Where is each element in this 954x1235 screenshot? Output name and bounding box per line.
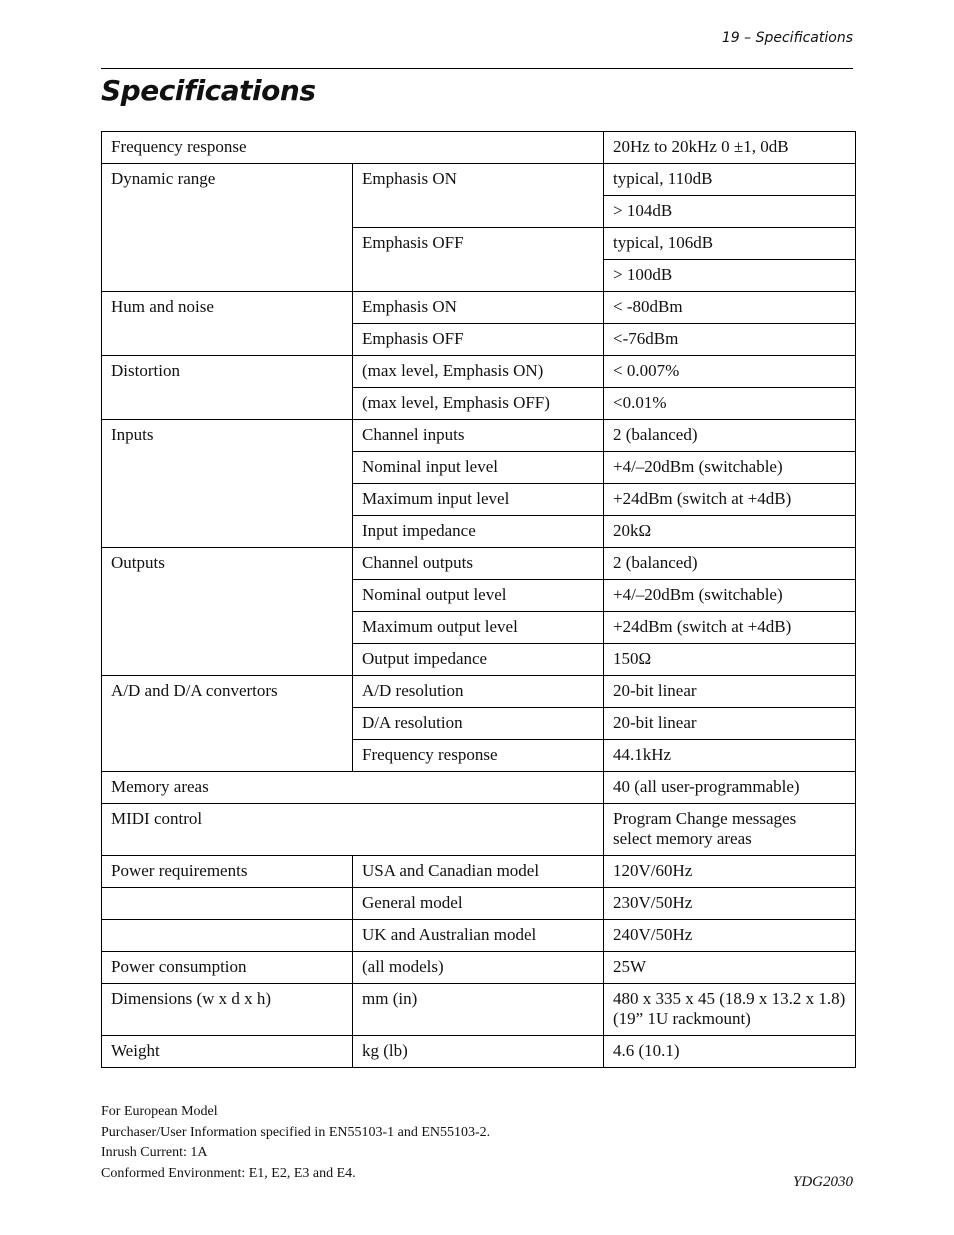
spec-sublabel: (max level, Emphasis OFF) xyxy=(353,388,604,420)
header-rule xyxy=(101,68,853,69)
running-head: 19 – Specifications xyxy=(721,30,853,46)
spec-sublabel: USA and Canadian model xyxy=(353,856,604,888)
spec-label-empty xyxy=(102,920,353,952)
spec-label: MIDI control xyxy=(102,804,604,856)
spec-value: > 104dB xyxy=(604,196,856,228)
spec-value: < 0.007% xyxy=(604,356,856,388)
footer-model: YDG2030 xyxy=(792,1174,853,1190)
spec-label: Power consumption xyxy=(102,952,353,984)
note-line: Inrush Current: 1A xyxy=(101,1145,208,1160)
spec-value: 20Hz to 20kHz 0 ±1, 0dB xyxy=(604,132,856,164)
spec-sublabel: Input impedance xyxy=(353,516,604,548)
spec-sublabel: kg (lb) xyxy=(353,1036,604,1068)
note-line: For European Model xyxy=(101,1104,218,1119)
note-line: Purchaser/User Information specified in EN55103-1 and EN55103-2. xyxy=(101,1124,491,1140)
spec-value: 2 (balanced) xyxy=(604,548,856,580)
spec-label: Frequency response xyxy=(102,132,604,164)
spec-label: Hum and noise xyxy=(102,292,353,356)
spec-value xyxy=(604,804,856,856)
table-row xyxy=(102,1036,856,1068)
spec-sublabel: Emphasis OFF xyxy=(353,228,604,292)
spec-value: < -80dBm xyxy=(604,292,856,324)
table-row xyxy=(102,356,856,388)
spec-value: 2 (balanced) xyxy=(604,420,856,452)
spec-value-line: (19” 1U rackmount) xyxy=(613,1009,751,1028)
table-row xyxy=(102,292,856,324)
spec-sublabel: Output impedance xyxy=(353,644,604,676)
table-row xyxy=(102,856,856,888)
spec-value: <-76dBm xyxy=(604,324,856,356)
table-row xyxy=(102,888,856,920)
spec-sublabel: Frequency response xyxy=(353,740,604,772)
spec-sublabel: mm (in) xyxy=(353,984,604,1036)
spec-sublabel: Emphasis ON xyxy=(353,292,604,324)
table-row xyxy=(102,804,856,856)
table-row xyxy=(102,164,856,196)
spec-value-line: Program Change messages xyxy=(613,809,797,828)
spec-label: Weight xyxy=(102,1036,353,1068)
note-line: Conformed Environment: E1, E2, E3 and E4. xyxy=(101,1165,356,1181)
spec-sublabel: Nominal output level xyxy=(353,580,604,612)
spec-sublabel: (all models) xyxy=(353,952,604,984)
spec-sublabel: Maximum input level xyxy=(353,484,604,516)
spec-value: <0.01% xyxy=(604,388,856,420)
spec-value-line: 480 x 335 x 45 (18.9 x 13.2 x 1.8) xyxy=(613,989,846,1008)
spec-value: typical, 110dB xyxy=(604,164,856,196)
spec-sublabel: Channel outputs xyxy=(353,548,604,580)
spec-sublabel: Emphasis OFF xyxy=(353,324,604,356)
spec-label: Dimensions (w x d x h) xyxy=(102,984,353,1036)
spec-value: 4.6 (10.1) xyxy=(604,1036,856,1068)
table-row xyxy=(102,132,856,164)
spec-label: Inputs xyxy=(102,420,353,548)
table-row xyxy=(102,920,856,952)
spec-sublabel: UK and Australian model xyxy=(353,920,604,952)
compliance-notes xyxy=(101,1102,490,1184)
spec-sublabel: Channel inputs xyxy=(353,420,604,452)
spec-value: 240V/50Hz xyxy=(604,920,856,952)
spec-value: 20kΩ xyxy=(604,516,856,548)
spec-value: +4/–20dBm (switchable) xyxy=(604,580,856,612)
spec-value: 230V/50Hz xyxy=(604,888,856,920)
table-row xyxy=(102,952,856,984)
spec-sublabel: Maximum output level xyxy=(353,612,604,644)
spec-sublabel: Nominal input level xyxy=(353,452,604,484)
spec-value: 20-bit linear xyxy=(604,676,856,708)
table-row xyxy=(102,772,856,804)
spec-value xyxy=(604,984,856,1036)
spec-value: 25W xyxy=(604,952,856,984)
spec-value-line: select memory areas xyxy=(613,829,752,848)
spec-sublabel: General model xyxy=(353,888,604,920)
table-row xyxy=(102,548,856,580)
spec-label: Distortion xyxy=(102,356,353,420)
spec-sublabel: D/A resolution xyxy=(353,708,604,740)
spec-value: 120V/60Hz xyxy=(604,856,856,888)
spec-value: 20-bit linear xyxy=(604,708,856,740)
page-title: Specifications xyxy=(101,74,316,107)
spec-label: Dynamic range xyxy=(102,164,353,292)
spec-sublabel: Emphasis ON xyxy=(353,164,604,228)
specifications-table xyxy=(101,131,856,1068)
spec-value: +24dBm (switch at +4dB) xyxy=(604,484,856,516)
table-row xyxy=(102,676,856,708)
spec-label: Memory areas xyxy=(102,772,604,804)
table-row xyxy=(102,420,856,452)
table-row xyxy=(102,984,856,1036)
spec-sublabel: (max level, Emphasis ON) xyxy=(353,356,604,388)
spec-value: +4/–20dBm (switchable) xyxy=(604,452,856,484)
spec-value: +24dBm (switch at +4dB) xyxy=(604,612,856,644)
spec-value: > 100dB xyxy=(604,260,856,292)
spec-value: typical, 106dB xyxy=(604,228,856,260)
spec-value: 40 (all user-programmable) xyxy=(604,772,856,804)
spec-value: 150Ω xyxy=(604,644,856,676)
spec-sublabel: A/D resolution xyxy=(353,676,604,708)
spec-label: A/D and D/A convertors xyxy=(102,676,353,772)
spec-label: Outputs xyxy=(102,548,353,676)
spec-label-empty xyxy=(102,888,353,920)
spec-value: 44.1kHz xyxy=(604,740,856,772)
spec-label: Power requirements xyxy=(102,856,353,888)
